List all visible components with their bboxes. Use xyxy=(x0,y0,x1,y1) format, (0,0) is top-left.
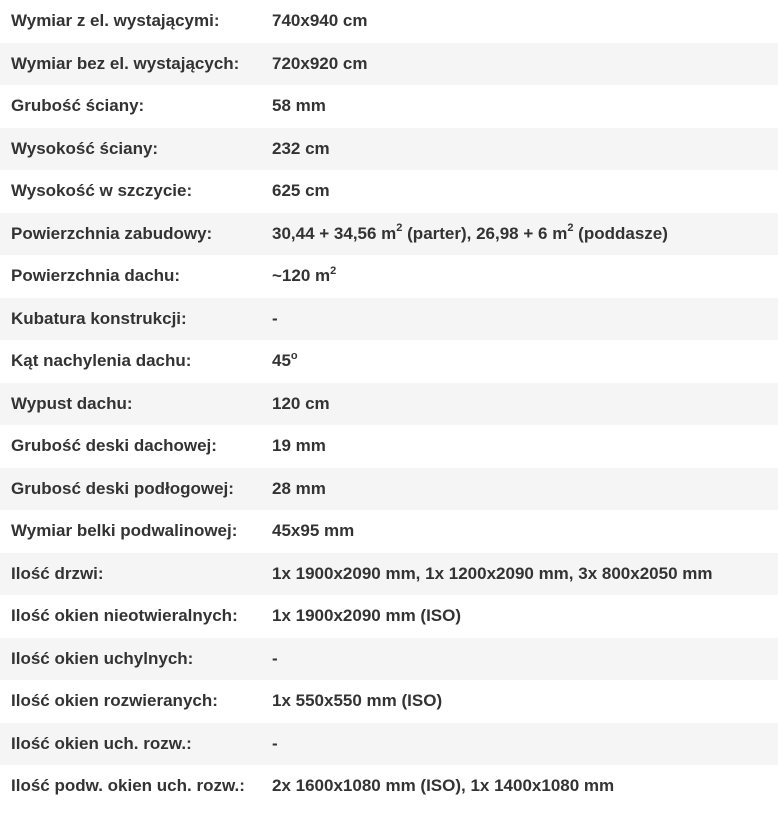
spec-value: 625 cm xyxy=(263,170,778,213)
spec-label: Wysokość w szczycie: xyxy=(0,170,263,213)
spec-label: Ilość okien rozwieranych: xyxy=(0,680,263,723)
spec-value: 45$^o$ xyxy=(263,340,778,383)
spec-value: 1x 1900x2090 mm, 1x 1200x2090 mm, 3x 800x2050 mm xyxy=(263,553,778,596)
spec-row xyxy=(0,595,778,638)
spec-label: Ilość okien nieotwieralnych: xyxy=(0,595,263,638)
spec-label: Wypust dachu: xyxy=(0,383,263,426)
spec-value: - xyxy=(263,638,778,681)
spec-value: - xyxy=(263,298,778,341)
spec-value: 740x940 cm xyxy=(263,0,778,43)
spec-value: 720x920 cm xyxy=(263,43,778,86)
spec-label: Grubość deski dachowej: xyxy=(0,425,263,468)
spec-row xyxy=(0,255,778,298)
spec-value: 120 cm xyxy=(263,383,778,426)
spec-value: 30,44 + 34,56 $m^2$ (parter), 26,98 + 6 $m^2$ (poddasze) xyxy=(263,213,778,256)
spec-value: 1x 550x550 mm (ISO) xyxy=(263,680,778,723)
spec-value: ~120 $m^2$ xyxy=(263,255,778,298)
spec-value: 2x 1600x1080 mm (ISO), 1x 1400x1080 mm xyxy=(263,765,778,808)
spec-row xyxy=(0,340,778,383)
spec-row xyxy=(0,128,778,171)
spec-row xyxy=(0,85,778,128)
spec-label: Wymiar bez el. wystających: xyxy=(0,43,263,86)
spec-row xyxy=(0,638,778,681)
spec-label: Ilość okien uchylnych: xyxy=(0,638,263,681)
spec-row xyxy=(0,723,778,766)
spec-label: Ilość okien uch. rozw.: xyxy=(0,723,263,766)
spec-row xyxy=(0,680,778,723)
spec-label: Kubatura konstrukcji: xyxy=(0,298,263,341)
spec-label: Grubość ściany: xyxy=(0,85,263,128)
spec-row xyxy=(0,425,778,468)
spec-value: 1x 1900x2090 mm (ISO) xyxy=(263,595,778,638)
spec-row xyxy=(0,765,778,808)
spec-label: Powierzchnia dachu: xyxy=(0,255,263,298)
spec-label: Ilość podw. okien uch. rozw.: xyxy=(0,765,263,808)
spec-row xyxy=(0,0,778,43)
spec-label: Wysokość ściany: xyxy=(0,128,263,171)
spec-row xyxy=(0,383,778,426)
spec-row xyxy=(0,213,778,256)
spec-row xyxy=(0,510,778,553)
spec-value: 19 mm xyxy=(263,425,778,468)
spec-row xyxy=(0,43,778,86)
spec-row xyxy=(0,553,778,596)
spec-label: Powierzchnia zabudowy: xyxy=(0,213,263,256)
spec-value: 45x95 mm xyxy=(263,510,778,553)
spec-value: 58 mm xyxy=(263,85,778,128)
spec-label: Wymiar z el. wystającymi: xyxy=(0,0,263,43)
spec-label: Ilość drzwi: xyxy=(0,553,263,596)
spec-label: Grubosć deski podłogowej: xyxy=(0,468,263,511)
spec-row xyxy=(0,298,778,341)
spec-row xyxy=(0,170,778,213)
spec-value: 232 cm xyxy=(263,128,778,171)
spec-row xyxy=(0,468,778,511)
spec-value: - xyxy=(263,723,778,766)
spec-label: Wymiar belki podwalinowej: xyxy=(0,510,263,553)
spec-label: Kąt nachylenia dachu: xyxy=(0,340,263,383)
spec-value: 28 mm xyxy=(263,468,778,511)
